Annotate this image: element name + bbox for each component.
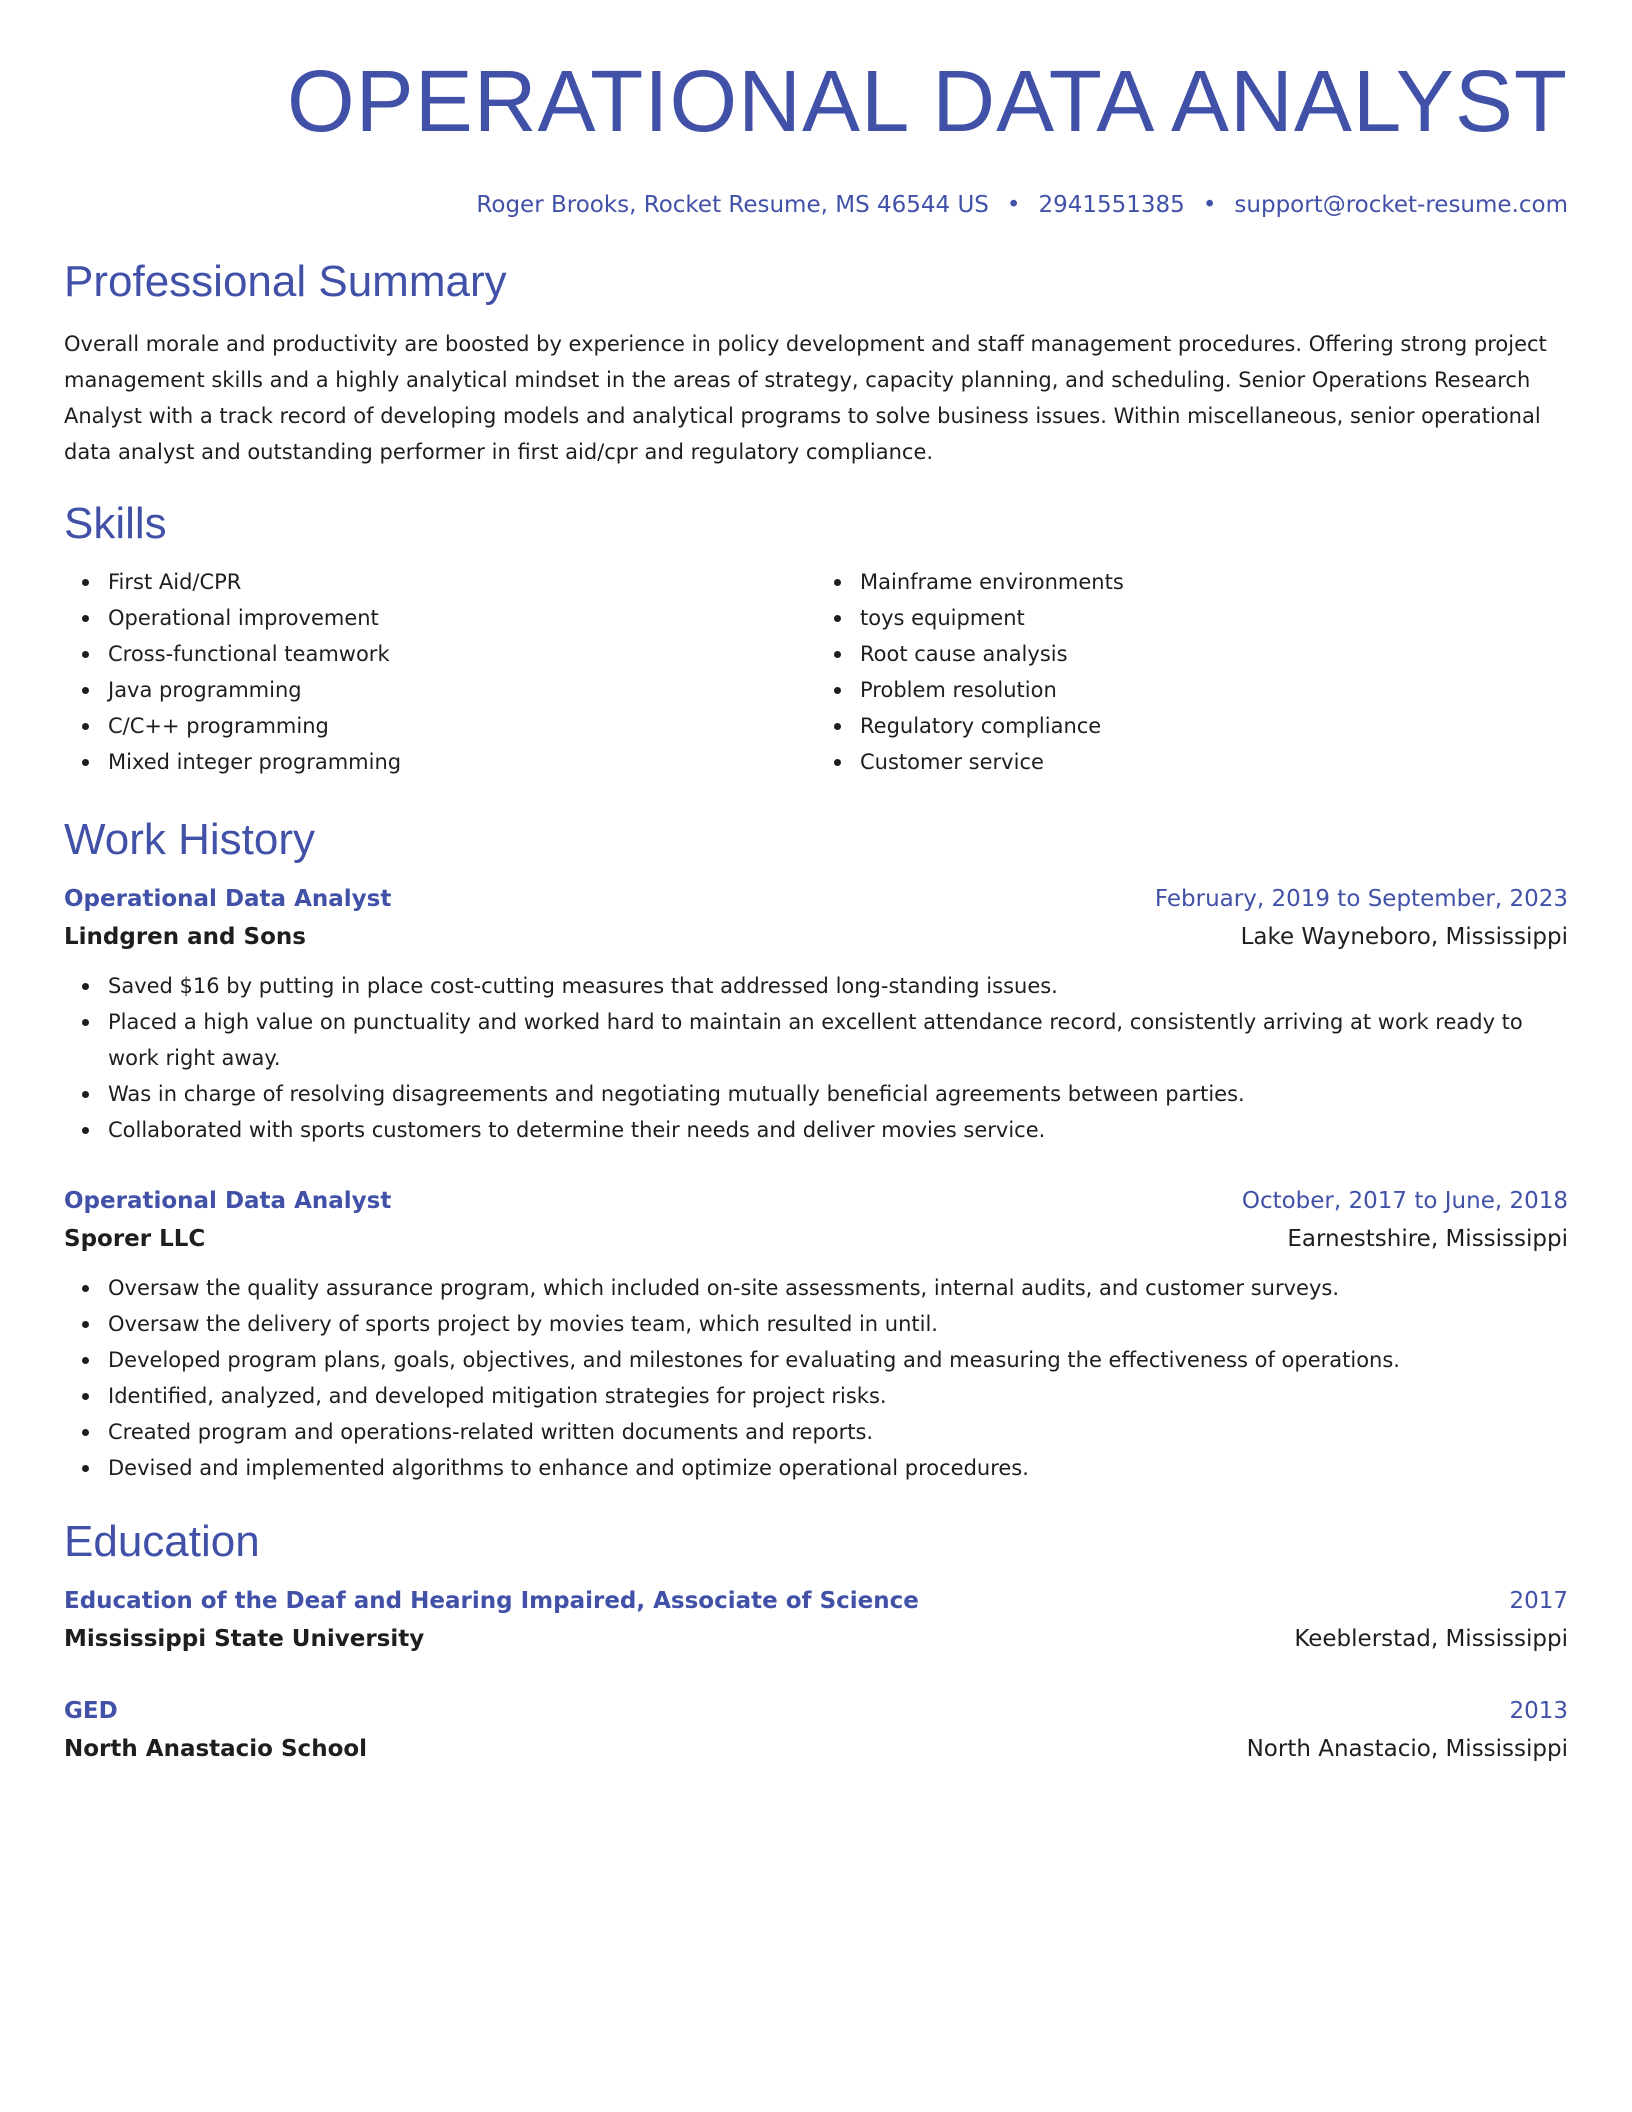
job-duty-item: Identified, analyzed, and developed mitigation strategies for project risks.	[108, 1378, 1568, 1414]
education-year: 2017	[1509, 1588, 1568, 1614]
contact-separator: •	[1202, 192, 1217, 218]
job-duty-item: Was in charge of resolving disagreements and negotiating mutually beneficial agreements between parties.	[108, 1076, 1568, 1112]
contact-line	[64, 190, 1568, 220]
contact-phone: 2941551385	[1038, 192, 1185, 218]
education-year: 2013	[1509, 1698, 1568, 1724]
job-duty-item: Created program and operations-related written documents and reports.	[108, 1414, 1568, 1450]
job-location: Earnestshire, Mississippi	[1287, 1226, 1568, 1252]
education-degree-row	[64, 1692, 1568, 1730]
skill-item: Root cause analysis	[860, 636, 1568, 672]
job-dates: February, 2019 to September, 2023	[1154, 886, 1568, 912]
job-duties-list	[64, 1270, 1568, 1486]
skill-item: Customer service	[860, 744, 1568, 780]
skills-grid	[64, 564, 1568, 780]
education-degree-row	[64, 1582, 1568, 1620]
skill-item: toys equipment	[860, 600, 1568, 636]
job-title-row	[64, 1182, 1568, 1220]
education-school: North Anastacio School	[64, 1736, 368, 1762]
education-degree: GED	[64, 1698, 118, 1724]
education-heading: Education	[64, 1517, 260, 1566]
job-location: Lake Wayneboro, Mississippi	[1240, 924, 1568, 950]
job-duty-item: Devised and implemented algorithms to enhance and optimize operational procedures.	[108, 1450, 1568, 1486]
job-entry	[64, 1182, 1568, 1486]
skill-item: Cross-functional teamwork	[108, 636, 816, 672]
job-duties-list	[64, 968, 1568, 1148]
skill-item: Java programming	[108, 672, 816, 708]
job-entry	[64, 880, 1568, 1148]
education-school-row	[64, 1620, 1568, 1658]
job-company-row	[64, 918, 1568, 956]
education-school: Mississippi State University	[64, 1626, 425, 1652]
contact-email[interactable]: support@rocket-resume.com	[1234, 192, 1568, 218]
skill-item: Operational improvement	[108, 600, 816, 636]
skills-right-column	[816, 564, 1568, 780]
education-entry	[64, 1692, 1568, 1768]
resume-title: OPERATIONAL DATA ANALYST	[287, 53, 1568, 150]
work-history-heading: Work History	[64, 815, 315, 864]
skill-item: First Aid/CPR	[108, 564, 816, 600]
job-company: Sporer LLC	[64, 1226, 206, 1252]
education-school-row	[64, 1730, 1568, 1768]
education-degree: Education of the Deaf and Hearing Impaired, Associate of Science	[64, 1588, 919, 1614]
job-company-row	[64, 1220, 1568, 1258]
summary-text: Overall morale and productivity are boosted by experience in policy development and staff management procedures. Offering strong project management skills and a highly analytical mindset in the areas of strategy, capacity planning, and scheduling. Senior Operations Research Analyst with a track record of developing models and analytical programs to solve business issues. Within miscellaneous, senior operational data analyst and outstanding performer in first aid/cpr and regulatory compliance.	[64, 332, 1547, 464]
education-location: North Anastacio, Mississippi	[1246, 1736, 1568, 1762]
education-entry	[64, 1582, 1568, 1658]
job-duty-item: Saved $16 by putting in place cost-cutting measures that addressed long-standing issues.	[108, 968, 1568, 1004]
education-location: Keeblerstad, Mississippi	[1294, 1626, 1568, 1652]
contact-address: Roger Brooks, Rocket Resume, MS 46544 US	[476, 192, 989, 218]
job-company: Lindgren and Sons	[64, 924, 306, 950]
job-title: Operational Data Analyst	[64, 886, 392, 912]
contact-separator: •	[1006, 192, 1021, 218]
job-title: Operational Data Analyst	[64, 1188, 392, 1214]
skill-item: C/C++ programming	[108, 708, 816, 744]
job-title-row	[64, 880, 1568, 918]
skills-heading: Skills	[64, 499, 167, 548]
job-duty-item: Developed program plans, goals, objectives, and milestones for evaluating and measuring the effectiveness of operations.	[108, 1342, 1568, 1378]
summary-heading: Professional Summary	[64, 257, 507, 306]
skill-item: Mainframe environments	[860, 564, 1568, 600]
skill-item: Mixed integer programming	[108, 744, 816, 780]
job-duty-item: Placed a high value on punctuality and worked hard to maintain an excellent attendance record, consistently arriving at work ready to work right away.	[108, 1004, 1568, 1076]
skills-left-column	[64, 564, 816, 780]
job-duty-item: Oversaw the delivery of sports project by movies team, which resulted in until.	[108, 1306, 1568, 1342]
skill-item: Problem resolution	[860, 672, 1568, 708]
skill-item: Regulatory compliance	[860, 708, 1568, 744]
job-duty-item: Oversaw the quality assurance program, which included on-site assessments, internal audits, and customer surveys.	[108, 1270, 1568, 1306]
job-dates: October, 2017 to June, 2018	[1241, 1188, 1568, 1214]
job-duty-item: Collaborated with sports customers to determine their needs and deliver movies service.	[108, 1112, 1568, 1148]
